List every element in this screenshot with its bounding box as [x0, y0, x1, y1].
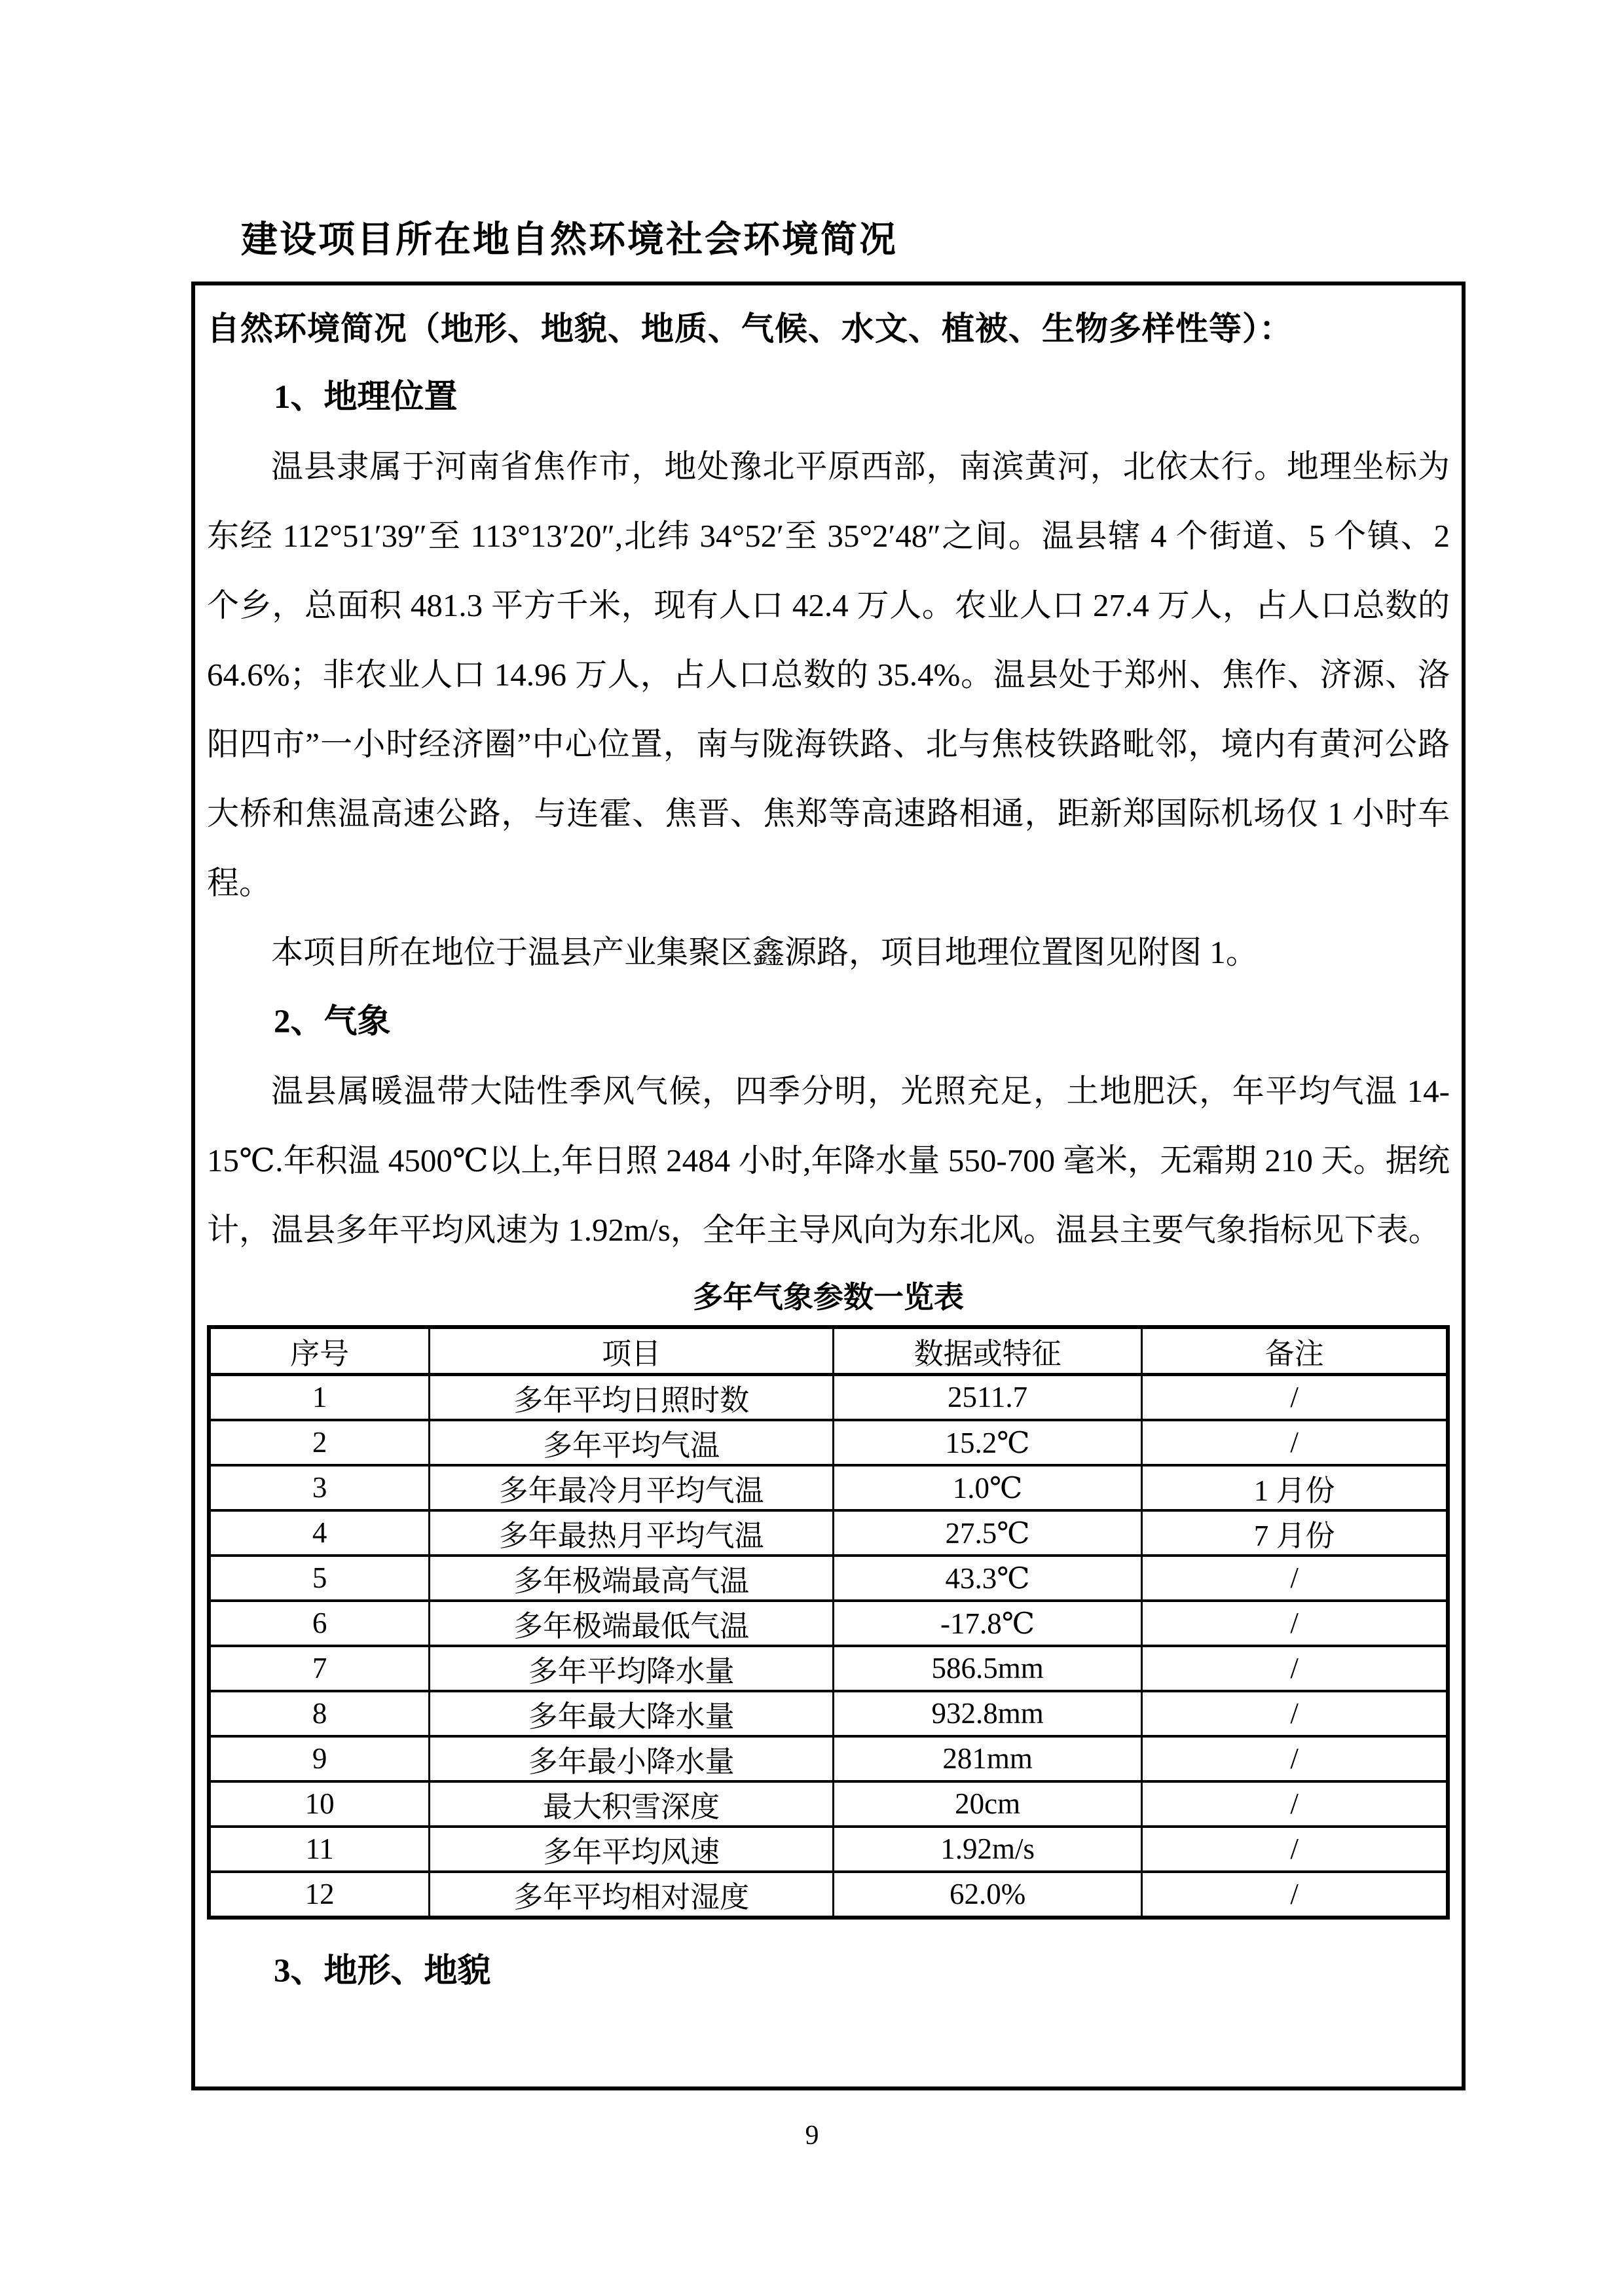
table-row — [209, 1465, 1448, 1510]
table-row — [209, 1601, 1448, 1646]
table-cell: 3 — [209, 1465, 430, 1510]
table-cell: / — [1142, 1827, 1448, 1872]
table-cell: / — [1142, 1374, 1448, 1420]
table-cell: 12 — [209, 1872, 430, 1918]
table-cell: 1.92m/s — [834, 1827, 1142, 1872]
table-cell: 586.5mm — [834, 1646, 1142, 1691]
table-cell: 20cm — [834, 1781, 1142, 1827]
table-cell: 多年平均风速 — [430, 1827, 834, 1872]
table-cell: 43.3℃ — [834, 1556, 1142, 1601]
table-cell: 多年最大降水量 — [430, 1691, 834, 1736]
table-cell: 多年平均日照时数 — [430, 1374, 834, 1420]
table-cell: 7 — [209, 1646, 430, 1691]
table-cell: 27.5℃ — [834, 1510, 1142, 1556]
paragraph-geography-1: 温县隶属于河南省焦作市，地处豫北平原西部，南滨黄河，北依太行。地理坐标为东经 112°51′39″至 113°13′20″,北纬 34°52′至 35°2′48″之间。温县辖 4 个街道、5 个镇、2 个乡，总面积 481.3 平方千米，现有人口 42.4 万人。农业人口 27.4 万人，占人口总数的 64.6%；非农业人口 14.96 万人，占人口总数的 35.4%。温县处于郑州、焦作、济源、洛阳四市”一小时经济圈”中心位置，南与陇海铁路、北与焦枝铁路毗邻，境内有黄河公路大桥和焦温高速公路，与连霍、焦晋、焦郑等高速路相通，距新郑国际机场仅 1 小时车程。 — [207, 448, 1450, 901]
table-cell: 1.0℃ — [834, 1465, 1142, 1510]
table-cell: 多年极端最低气温 — [430, 1601, 834, 1646]
weather-table — [207, 1325, 1450, 1920]
table-cell: / — [1142, 1691, 1448, 1736]
table-cell: 多年平均相对湿度 — [430, 1872, 834, 1918]
table-cell: 多年最小降水量 — [430, 1736, 834, 1781]
table-row — [209, 1420, 1448, 1465]
table-row — [209, 1646, 1448, 1691]
table-cell: 最大积雪深度 — [430, 1781, 834, 1827]
table-row — [209, 1691, 1448, 1736]
table-cell: 多年最冷月平均气温 — [430, 1465, 834, 1510]
table-cell: 15.2℃ — [834, 1420, 1142, 1465]
table-cell: 9 — [209, 1736, 430, 1781]
table-cell: 1 月份 — [1142, 1465, 1448, 1510]
table-cell: / — [1142, 1781, 1448, 1827]
table-header-cell-no: 序号 — [209, 1327, 430, 1374]
section-heading-meteorology: 2、气象 — [274, 1004, 391, 1040]
table-header-cell-value: 数据或特征 — [834, 1327, 1142, 1374]
table-header-cell-item: 项目 — [430, 1327, 834, 1374]
table-cell: 932.8mm — [834, 1691, 1142, 1736]
page-number: 9 — [805, 2121, 819, 2151]
table-cell: 11 — [209, 1827, 430, 1872]
table-row — [209, 1827, 1448, 1872]
table-cell: 6 — [209, 1601, 430, 1646]
table-cell: / — [1142, 1646, 1448, 1691]
table-header-row — [209, 1327, 1448, 1374]
table-cell: 281mm — [834, 1736, 1142, 1781]
table-row — [209, 1872, 1448, 1918]
table-cell: / — [1142, 1736, 1448, 1781]
table-cell: 多年极端最高气温 — [430, 1556, 834, 1601]
table-cell: 多年平均气温 — [430, 1420, 834, 1465]
table-row — [209, 1781, 1448, 1827]
table-row — [209, 1510, 1448, 1556]
table-header-cell-remark: 备注 — [1142, 1327, 1448, 1374]
table-cell: / — [1142, 1420, 1448, 1465]
table-row — [209, 1736, 1448, 1781]
table-cell: 7 月份 — [1142, 1510, 1448, 1556]
table-cell: / — [1142, 1872, 1448, 1918]
table-cell: 4 — [209, 1510, 430, 1556]
table-cell: 多年最热月平均气温 — [430, 1510, 834, 1556]
table-row — [209, 1374, 1448, 1420]
table-cell: 10 — [209, 1781, 430, 1827]
table-cell: -17.8℃ — [834, 1601, 1142, 1646]
table-cell: / — [1142, 1556, 1448, 1601]
section-heading-terrain: 3、地形、地貌 — [274, 1952, 491, 1990]
table-cell: 1 — [209, 1374, 430, 1420]
table-cell: 2511.7 — [834, 1374, 1142, 1420]
page-title: 建设项目所在地自然环境社会环境简况 — [241, 219, 898, 260]
table-cell: 8 — [209, 1691, 430, 1736]
table-cell: 62.0% — [834, 1872, 1142, 1918]
table-row — [209, 1556, 1448, 1601]
section-heading-geography: 1、地理位置 — [274, 379, 458, 416]
weather-table-header — [209, 1327, 1448, 1374]
intro-line: 自然环境简况（地形、地貌、地质、气候、水文、植被、生物多样性等）： — [207, 310, 1293, 347]
paragraph-meteorology-1: 温县属暖温带大陆性季风气候，四季分明，光照充足，土地肥沃，年平均气温 14-15℃.年积温 4500℃以上,年日照 2484 小时,年降水量 550-700 毫米，无霜期 210 天。据统计，温县多年平均风速为 1.92m/s，全年主导风向为东北风。温县主要气象指标见下表。 — [207, 1073, 1450, 1248]
paragraph-geography-2: 本项目所在地位于温县产业集聚区鑫源路，项目地理位置图见附图 1。 — [271, 934, 1258, 970]
table-cell: 5 — [209, 1556, 430, 1601]
weather-table-body — [209, 1374, 1448, 1918]
table-cell: 2 — [209, 1420, 430, 1465]
table-cell: 多年平均降水量 — [430, 1646, 834, 1691]
table-cell: / — [1142, 1601, 1448, 1646]
weather-table-title: 多年气象参数一览表 — [693, 1280, 964, 1314]
content-box — [191, 282, 1466, 2090]
